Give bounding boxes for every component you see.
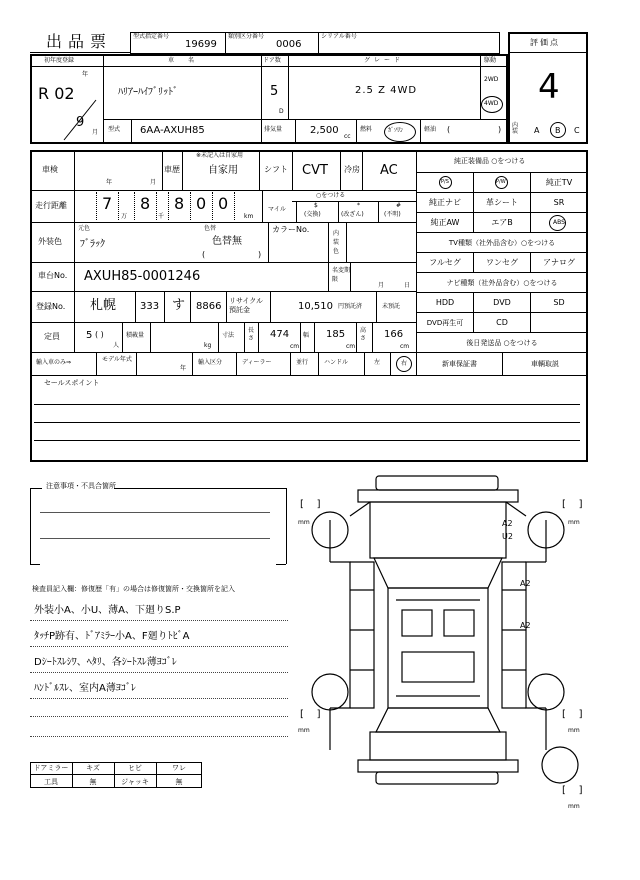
damage-mark-u2: U2 [502, 532, 513, 541]
note-line-4: ﾊﾝﾄﾞﾙｽﾚ、室内A薄ﾖｺﾞﾚ [34, 683, 136, 694]
damage-mark-a2-1: A2 [502, 519, 513, 528]
import-label: 輸入車のみ⇒ [36, 359, 72, 366]
doors-label: ドア数 [263, 57, 281, 64]
tire-bracket-rl: [ ] [300, 709, 321, 720]
length-unit: cm [290, 343, 300, 350]
tire-mm-rr: mm [568, 727, 580, 734]
ac-value: AC [380, 163, 398, 178]
interior-grade-a[interactable]: A [534, 126, 540, 135]
interior-color-label: 内装色 [333, 230, 340, 255]
exchanged-sym: $ [314, 202, 318, 209]
unknown-label[interactable]: (不明) [384, 211, 401, 218]
bottom-cell-jack-value: 無 [175, 777, 183, 786]
damage-mark-a2-3: A2 [520, 621, 531, 630]
color-no-label: カラーNo. [272, 225, 310, 234]
fuel-value[interactable]: ｶﾞｿﾘﾝ [388, 127, 404, 134]
width-label: 幅 [303, 332, 310, 339]
month-unit: 月 [92, 129, 99, 136]
navi-cd[interactable]: CD [496, 318, 508, 327]
circle-note: ○をつける [316, 192, 346, 199]
man-unit: 万 [121, 213, 128, 220]
tire-bracket-fr: [ ] [562, 499, 583, 510]
caution-label: 注意事項・不具合箇所 [46, 482, 116, 490]
mileage-digit-1: 7 [102, 194, 113, 213]
equip-abs[interactable]: ABS [553, 219, 565, 226]
tire-mm-fr: mm [568, 519, 580, 526]
page-title: 出品票 [46, 32, 113, 51]
mileage-label: 走行距離 [35, 201, 67, 210]
tire-mm-rl: mm [298, 727, 310, 734]
bottom-cell-tools-value: 無 [89, 777, 97, 786]
mileage-digit-4: 0 [196, 194, 207, 213]
load-label: 積載量 [126, 332, 145, 339]
first-reg-era: R 02 [38, 84, 75, 103]
history-note: ※未記入は自家用 [196, 152, 244, 159]
fuel-label: 燃料 [360, 126, 373, 133]
type-num-value: 19699 [185, 39, 217, 50]
history-value: 自家用 [208, 165, 238, 176]
navi-hdd[interactable]: HDD [435, 298, 455, 307]
drive-4wd[interactable]: 4WD [484, 100, 499, 107]
tv-title: TV種類（社外品含む）○をつける [448, 238, 556, 247]
inspection-label: 車検 [42, 165, 58, 174]
plate-number: 8866 [196, 301, 222, 312]
year-unit: 年 [82, 71, 89, 78]
bottom-header-crack: ヒビ [128, 764, 142, 772]
history-label: 車歴 [164, 165, 180, 174]
later-manual[interactable]: 車輌取説 [531, 360, 559, 368]
recycle-label: リサイクル預託金 [229, 297, 264, 314]
dim-label: 寸法 [222, 332, 235, 339]
chassis-value: AXUH85-0001246 [84, 269, 201, 284]
height-unit: cm [400, 343, 410, 350]
later-title: 後日発送品 ○をつける [466, 338, 538, 347]
navi-dvd[interactable]: DVD [493, 298, 511, 307]
tv-analog[interactable]: アナログ [543, 258, 575, 267]
sales-point-label: セールスポイント [44, 379, 100, 387]
bottom-cell-jack: ジャッキ [121, 777, 149, 786]
door-suffix: D [279, 108, 284, 115]
note-line-2: ﾀｯﾁP跡有、ﾄﾞｱﾐﾗｰ小A、F廻りﾄﾋﾞA [34, 631, 190, 642]
drive-2wd[interactable]: 2WD [484, 76, 499, 83]
shift-value: CVT [302, 163, 328, 178]
equip-tv[interactable]: 純正TV [545, 178, 573, 187]
mile-label[interactable]: マイル [268, 206, 286, 213]
category-label: 類別区分番号 [228, 33, 265, 40]
capacity-label: 定員 [44, 332, 60, 341]
car-name-label: 車 名 [168, 57, 199, 64]
recycle-unit: 円預託済 [338, 303, 363, 310]
category-value: 0006 [276, 39, 302, 50]
interior-grade-b[interactable]: B [555, 126, 561, 135]
width-value: 185 [326, 329, 346, 340]
equip-sr[interactable]: SR [553, 198, 565, 207]
grade-value: 2.5 Z 4WD [355, 85, 418, 96]
equip-navi[interactable]: 純正ナビ [429, 198, 461, 207]
bottom-header-scratch: キズ [86, 764, 100, 772]
tampered-label[interactable]: (改ざん) [341, 211, 364, 218]
handle-label: ハンドル [324, 359, 349, 366]
name-change-label: 名変期限 [332, 267, 351, 283]
model-year-unit: 年 [180, 365, 187, 372]
model-year-label: モデル年式 [102, 356, 132, 363]
color-ext-label: 外装色 [38, 237, 62, 246]
chassis-label: 車台No. [38, 271, 68, 280]
tire-bracket-fl: [ ] [300, 499, 321, 510]
plate-label: 登録No. [36, 302, 66, 311]
load-unit: kg [204, 342, 212, 349]
shift-label: シフト [264, 165, 288, 174]
capacity-unit: 人 [113, 342, 120, 349]
inspection-month-unit: 月 [150, 179, 157, 186]
import-type-label: 輸入区分 [198, 359, 223, 366]
note-line-1: 外装小A、小U、薄A、下廻りS.P [34, 605, 181, 616]
color-original-label: 元色 [78, 225, 91, 232]
first-reg-label: 初年度登録 [44, 57, 75, 64]
parallel-option[interactable]: 並行 [296, 359, 309, 366]
tampered-sym: * [357, 202, 360, 209]
light-oil-label[interactable]: 軽油 [424, 126, 437, 133]
equip-airbag[interactable]: エアB [491, 218, 513, 227]
capacity-value: 5 [86, 330, 93, 341]
color-value: ﾌﾞﾗｯｸ [80, 239, 105, 250]
color-change-label: 色替 [204, 225, 217, 232]
displacement-label: 排気量 [264, 126, 283, 133]
tire-mm-fl: mm [298, 519, 310, 526]
inspection-year-unit: 年 [106, 179, 113, 186]
color-change-value: 色替無 [212, 236, 242, 247]
equip-aw[interactable]: 純正AW [430, 218, 460, 227]
length-value: 474 [270, 329, 290, 340]
interior-label: 内装 [512, 122, 519, 135]
equipment-title: 純正装備品 ○をつける [454, 157, 526, 165]
mileage-digit-2: 8 [140, 194, 151, 213]
displacement-unit: cc [344, 133, 351, 140]
height-value: 166 [384, 329, 404, 340]
drive-label: 駆動 [484, 57, 497, 64]
displacement-value: 2,500 [310, 125, 339, 136]
damage-mark-a2-2: A2 [520, 579, 531, 588]
score-value: 4 [538, 67, 560, 107]
doors-value: 5 [270, 84, 279, 99]
equip-leather[interactable]: 革シート [486, 198, 518, 207]
ac-label: 冷房 [344, 165, 360, 174]
right-option[interactable]: 右 [401, 360, 408, 367]
navi-dvd-play[interactable]: DVD再生可 [426, 318, 464, 327]
model-value: 6AA-AXUH85 [140, 125, 205, 136]
bottom-header-break: ワレ [172, 764, 186, 772]
car-name: ﾊﾘｱｰﾊｲﾌﾞﾘｯﾄﾞ [118, 87, 178, 98]
navi-sd[interactable]: SD [553, 298, 565, 307]
plate-kana: す [172, 298, 186, 313]
tv-oneseg[interactable]: ワンセグ [486, 258, 518, 267]
exchanged-label[interactable]: (交換) [304, 211, 321, 218]
tire-mm-spare: mm [568, 803, 580, 810]
recycle-unpaid[interactable]: 未預託 [382, 303, 401, 310]
dealer-option[interactable]: ディーラー [242, 359, 272, 366]
mileage-digit-5: 0 [218, 194, 229, 213]
left-option[interactable]: 左 [374, 359, 381, 366]
score-label: 評価点 [530, 38, 560, 47]
inspector-label: 検査員記入欄：修復歴「有」の場合は修復箇所・交換箇所を記入 [32, 585, 235, 593]
width-unit: cm [346, 343, 356, 350]
bottom-cell-tools: 工具 [44, 777, 58, 786]
plate-class: 333 [140, 301, 160, 312]
plate-area: 札幌 [90, 298, 117, 313]
tv-full[interactable]: フルセグ [429, 258, 461, 267]
bottom-header-mirror: ドアミラー [33, 764, 69, 772]
serial-label: シリアル番号 [321, 33, 357, 40]
mileage-digit-3: 8 [174, 194, 185, 213]
grade-label: グレード [364, 57, 405, 64]
recycle-amount: 10,510 [298, 301, 333, 312]
tire-bracket-spare: [ ] [562, 785, 583, 796]
navi-title: ナビ種類（社外品含む）○をつける [446, 278, 558, 287]
first-reg-month: 9 [76, 115, 85, 130]
height-label: 高さ [360, 327, 367, 342]
type-num-label: 型式指定番号 [133, 33, 170, 40]
length-label: 長さ [248, 327, 255, 342]
name-change-month-unit: 月 [378, 282, 385, 289]
sen-unit: 千 [158, 213, 165, 220]
unknown-sym: # [396, 202, 402, 209]
tire-bracket-rr: [ ] [562, 709, 583, 720]
note-line-3: Dｼｰﾄｽﾚｼﾜ、ﾍﾀﾘ、各ｼｰﾄｽﾚ薄ﾖｺﾞﾚ [34, 657, 177, 668]
model-label: 型式 [108, 126, 121, 133]
later-warranty[interactable]: 新車保証書 [442, 360, 477, 368]
km-unit: km [244, 213, 254, 220]
interior-grade-c[interactable]: C [574, 126, 580, 135]
